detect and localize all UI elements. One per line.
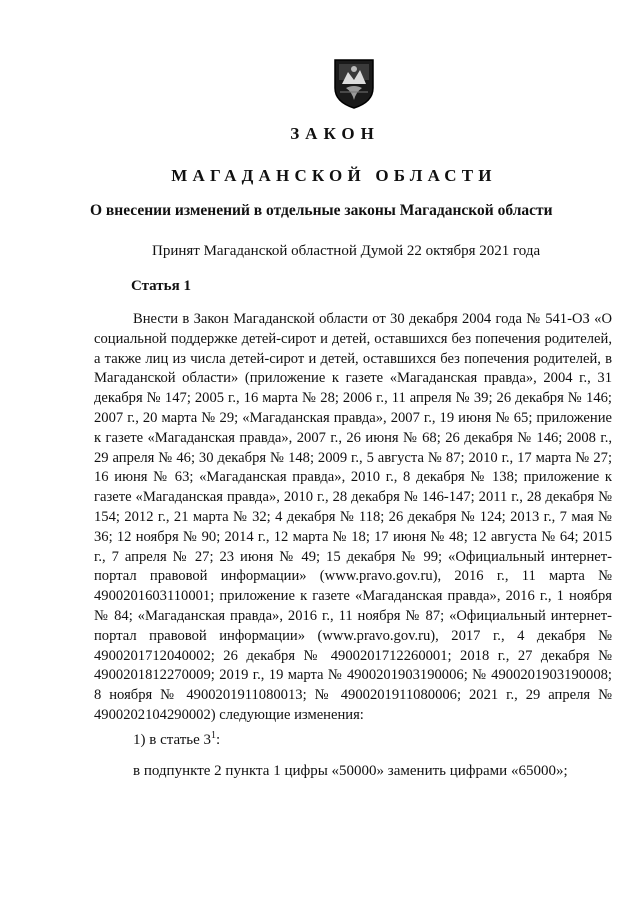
article-heading: Статья 1 <box>131 278 191 294</box>
amendment-item-1-colon: : <box>216 732 221 748</box>
amendment-item-1-text: 1) в статье 3 <box>133 732 212 748</box>
law-title: ЗАКОН <box>290 124 380 143</box>
coat-of-arms-icon <box>332 58 376 110</box>
amendment-subitem: в подпункте 2 пункта 1 цифры «50000» заменить цифрами «65000»; <box>133 763 568 779</box>
region-title: МАГАДАНСКОЙ ОБЛАСТИ <box>171 166 497 185</box>
article-superscript: 1 <box>211 730 217 741</box>
amendment-item-1 <box>133 730 220 749</box>
adoption-note: Принят Магаданской областной Думой 22 октября 2021 года <box>152 243 541 259</box>
article-paragraph: Внести в Закон Магаданской области от 30 декабря 2004 года № 541-ОЗ «О социальной поддержке детей-сирот и детей, оставшихся без попечения родителей, а также лиц из числа детей-сирот и детей, оставшихся без попечения родителей, в Магаданской области» (приложение к газете «Магаданская правда», 2004 г., 31 декабря № 147; 2005 г., 16 марта № 28; 2006 г., 11 апреля № 39; 26 декабря № 146; 2007 г., 20 марта № 29; «Магаданская правда», 2007 г., 19 июня № 65; приложение к газете «Магаданская правда», 2007 г., 26 июня № 68; 26 декабря № 146; 2008 г., 29 апреля № 46; 30 декабря № 148; 2009 г., 5 августа № 87; 2010 г., 17 марта № 27; 16 июня № 63; «Магаданская правда», 2010 г., 8 декабря № 138; приложение к газете «Магаданская правда», 2010 г., 28 декабря № 146-147; 2011 г., 28 декабря № 154; 2012 г., 21 марта № 32; 4 декабря № 118; 26 декабря № 124; 2013 г., 7 мая № 36; 12 ноября № 90; 2014 г., 12 марта № 18; 17 июня № 48; 12 августа № 64; 2015 г., 7 апреля № 27; 23 июня № 49; 15 декабря № 99; «Официальный интернет-портал правовой информации» (www.pravo.gov.ru), 2016 г., 11 марта № 4900201603110001; приложение к газете «Магаданская правда», 2016 г., 1 ноября № 84; «Магаданская правда», 2016 г., 11 ноября № 87; «Официальный интернет-портал правовой информации» (www.pravo.gov.ru), 2017 г., 4 декабря № 4900201712040002; 26 декабря № 4900201712260001; 2018 г., 27 декабря № 4900201812270009; 2019 г., 19 марта № 4900201903190006; № 4900201903190008; 8 ноября № 4900201911080013; № 4900201911080006; 2021 г., 29 апреля № 4900202104290002) следующие изменения: <box>94 311 612 723</box>
law-subject: О внесении изменений в отдельные законы Магаданской области <box>90 202 553 219</box>
